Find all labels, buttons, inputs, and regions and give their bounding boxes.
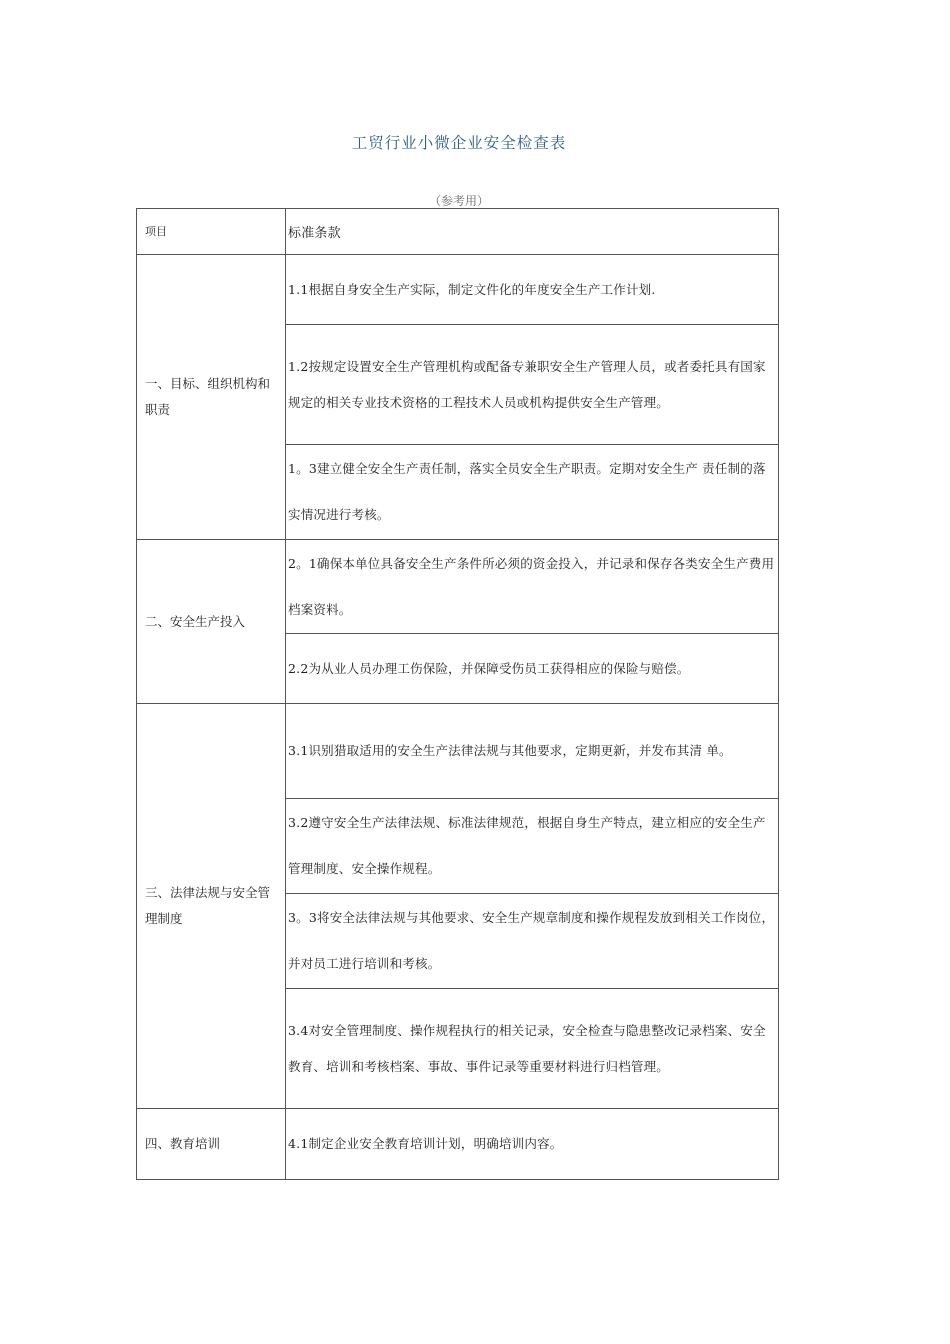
- section-category-3: 三、法律法规与安全管理制度: [137, 704, 286, 1109]
- clause-1-1: 1.1根据自身安全生产实际，制定文件化的年度安全生产工作计划.: [286, 255, 779, 325]
- clause-2-2: 2.2为从业人员办理工伤保险，并保障受伤员工获得相应的保险与赔偿。: [286, 634, 779, 704]
- table-row: [137, 704, 779, 799]
- table-row: [137, 255, 779, 325]
- safety-checklist-table: [136, 208, 779, 1180]
- clause-3-1: 3.1识别猎取适用的安全生产法律法规与其他要求，定期更新，并发布其清 单。: [286, 704, 779, 799]
- clause-3-4: 3.4对安全管理制度、操作规程执行的相关记录，安全检查与隐患整改记录档案、安全教育、培训和考核档案、事故、事件记录等重要材料进行归档管理。: [286, 989, 779, 1109]
- section-category-2: 二、安全生产投入: [137, 540, 286, 704]
- document-subtitle: （参考用）: [428, 194, 489, 208]
- table-row: [137, 540, 779, 634]
- section-category-1: 一、目标、组织机构和职责: [137, 255, 286, 540]
- clause-4-1: 4.1制定企业安全教育培训计划，明确培训内容。: [286, 1109, 779, 1180]
- clause-1-3: 1。3建立健全安全生产责任制，落实全员安全生产职责。定期对安全生产 责任制的落实情况进行考核。: [286, 445, 779, 540]
- document-title: 工贸行业小微企业安全检查表: [351, 134, 567, 152]
- clause-3-2: 3.2遵守安全生产法律法规、标准法律规范，根据自身生产特点，建立相应的安全生产管理制度、安全操作规程。: [286, 799, 779, 894]
- table-row: [137, 1109, 779, 1180]
- clause-2-1: 2。1确保本单位具备安全生产条件所必须的资金投入，并记录和保存各类安全生产费用档案资料。: [286, 540, 779, 634]
- header-clause: 标准条款: [286, 209, 779, 255]
- section-category-4: 四、教育培训: [137, 1109, 286, 1180]
- clause-3-3: 3。3将安全法律法规与其他要求、安全生产规章制度和操作规程发放到相关工作岗位，并对员工进行培训和考核。: [286, 894, 779, 989]
- table-header-row: [137, 209, 779, 255]
- clause-1-2: 1.2按规定设置安全生产管理机构或配备专兼职安全生产管理人员，或者委托具有国家规定的相关专业技术资格的工程技术人员或机构提供安全生产管理。: [286, 325, 779, 445]
- header-category: 项目: [137, 209, 286, 255]
